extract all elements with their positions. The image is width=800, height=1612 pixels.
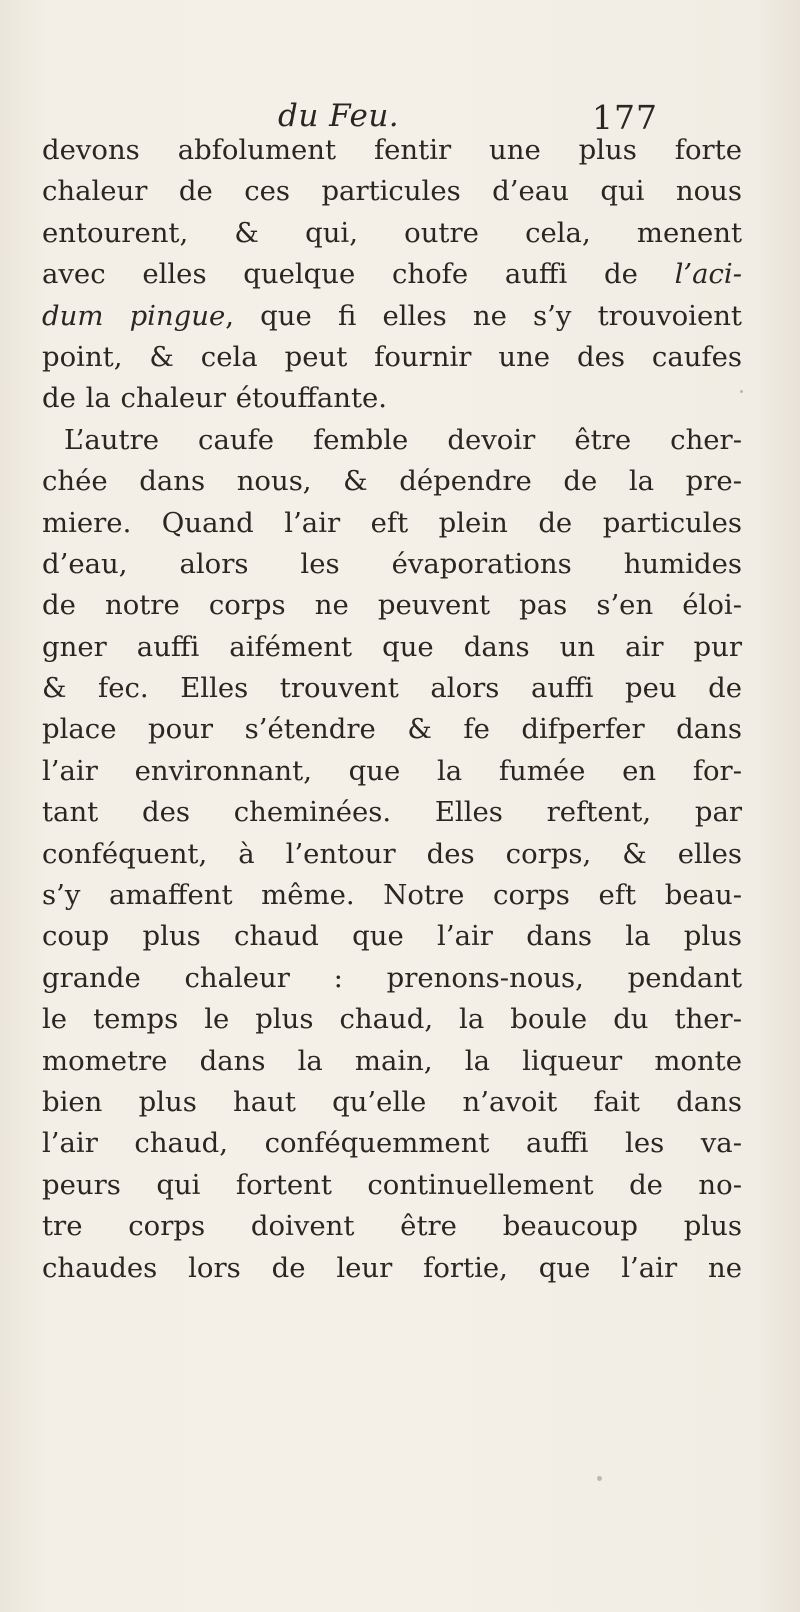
text-line-12: de notre corps ne peuvent pas s’en éloi- <box>42 589 742 622</box>
text-line-8: L’autre caufe femble devoir être cher- <box>64 423 742 456</box>
paper-speck <box>597 1476 602 1481</box>
text-line-27: tre corps doivent être beaucoup plus <box>42 1210 742 1243</box>
text-line-13: gner auffi aifément que dans un air pur <box>42 630 742 663</box>
text-line-3: entourent, & qui, outre cela, menent <box>42 216 742 249</box>
text-line-26: peurs qui fortent continuellement de no- <box>42 1168 742 1201</box>
text-line-11: d’eau, alors les évaporations humides <box>42 547 742 580</box>
text-line-1: devons abfolument fentir une plus forte <box>42 134 742 166</box>
text-line-14: & fec. Elles trouvent alors auffi peu de <box>42 672 742 705</box>
text-line-18: conféquent, à l’entour des corps, & elles <box>42 837 742 870</box>
text-line-2: chaleur de ces particules d’eau qui nous <box>42 175 742 208</box>
running-head: du Feu. <box>278 98 400 134</box>
text-line-4-roman: avec elles quelque chofe auffi de <box>42 258 675 291</box>
text-line-15: place pour s’étendre & fe difperfer dans <box>42 713 742 746</box>
page-number: 177 <box>592 98 658 137</box>
text-line-6: point, & cela peut fournir une des caufes <box>42 340 742 373</box>
text-line-10: miere. Quand l’air eft plein de particules <box>42 506 742 539</box>
text-line-25: l’air chaud, conféquemment auffi les va- <box>42 1127 742 1160</box>
text-line-19: s’y amaffent même. Notre corps eft beau- <box>42 879 742 912</box>
text-line-9: chée dans nous, & dépendre de la pre- <box>42 465 742 498</box>
body-text <box>42 130 742 1289</box>
text-line-20: coup plus chaud que l’air dans la plus <box>42 920 742 953</box>
text-line-5 <box>42 296 742 337</box>
text-line-17: tant des cheminées. Elles reftent, par <box>42 796 742 829</box>
text-line-28: chaudes lors de leur fortie, que l’air ne <box>42 1251 742 1284</box>
text-line-23: mometre dans la main, la liqueur monte <box>42 1044 742 1077</box>
italic-term-end: dum pingue <box>42 299 226 332</box>
paper-speck <box>740 390 743 393</box>
text-line-22: le temps le plus chaud, la boule du ther- <box>42 1003 742 1036</box>
text-line-21: grande chaleur : prenons-nous, pendant <box>42 961 742 994</box>
text-line-16: l’air environnant, que la fumée en for- <box>42 754 742 787</box>
italic-term-start: l’aci- <box>674 258 742 291</box>
text-line-4 <box>42 254 742 295</box>
text-line-5-roman: , que fi elles ne s’y trouvoient <box>225 299 742 332</box>
text-line-7: de la chaleur étouffante. <box>42 382 388 415</box>
text-line-24: bien plus haut qu’elle n’avoit fait dans <box>42 1085 742 1118</box>
